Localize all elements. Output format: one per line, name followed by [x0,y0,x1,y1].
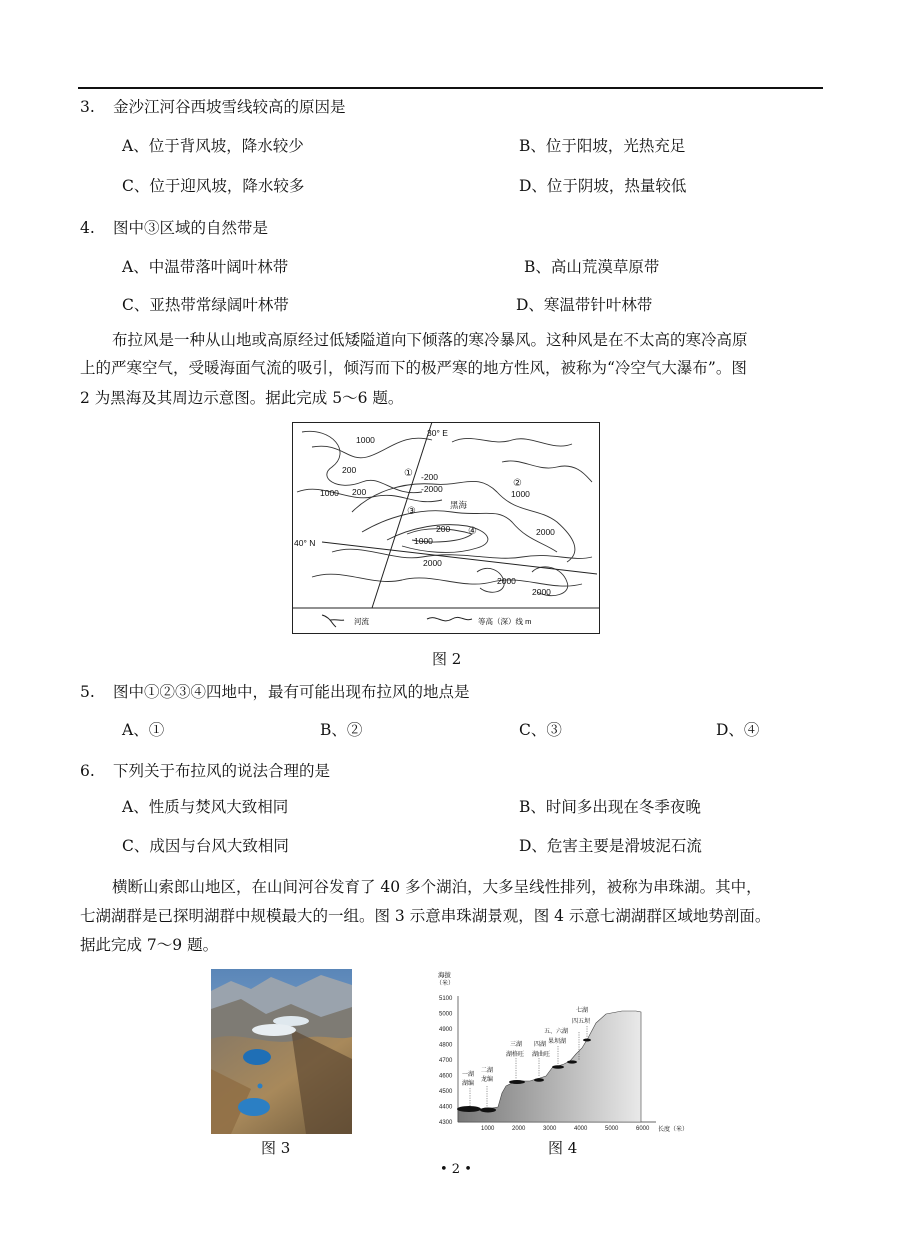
lake-label-top: 二湖 [481,1068,494,1074]
q3-option-b: B、位于阳坡，光热充足 [519,137,686,155]
q5-option-a: A、① [122,721,165,739]
black-sea-map [292,422,600,634]
q6-number: 6. [80,762,95,780]
lake-label-bottom: 湖编 [462,1081,475,1087]
header-rule [78,87,823,89]
lake-label-bottom: 湖格旺 [506,1052,525,1058]
map-label: -2000 [421,484,443,494]
y-tick-label: 4600 [439,1073,453,1080]
lake-landscape-photo [211,969,352,1134]
y-tick-label: 4500 [439,1089,453,1095]
y-axis-unit: （米） [436,981,455,987]
lake-label-top: 一湖 [462,1072,475,1078]
page-number: • 2 • [440,1162,472,1177]
legend-contour: 等高（深）线 m [478,617,532,626]
marker-1: ① [404,468,413,479]
y-tick-label: 4700 [439,1058,453,1064]
x-tick-label: 1000 [481,1126,495,1132]
map-label: 1000 [414,536,433,546]
q3-number: 3. [80,98,95,116]
q3-option-d: D、位于阴坡，热量较低 [519,177,687,195]
marker-3: ③ [407,506,416,517]
y-tick-label: 5000 [439,1011,453,1018]
q6-stem: 下列关于布拉风的说法合理的是 [113,762,331,780]
x-tick-label: 4000 [574,1126,588,1132]
y-tick-label: 4800 [439,1042,453,1049]
lake-label-bottom: 四五坝 [572,1019,591,1025]
terrain-profile-chart [436,968,691,1136]
figure4-caption: 图 4 [548,1139,578,1157]
y-tick-label: 4300 [439,1120,453,1126]
map-label: 1000 [511,489,530,499]
intro2-line3: 据此完成 7～9 题。 [80,936,219,954]
map-label: 黑海 [450,500,468,510]
map-label: 200 [352,487,367,497]
x-tick-label: 2000 [512,1126,526,1132]
y-tick-label: 4400 [439,1104,453,1111]
q5-option-b: B、② [320,721,363,739]
q4-option-c: C、亚热带常绿阔叶林带 [122,296,289,314]
map-label: 2000 [497,576,516,586]
q5-stem: 图中①②③④四地中，最有可能出现布拉风的地点是 [113,683,470,701]
y-tick-label: 5100 [439,996,453,1002]
q4-option-b: B、高山荒漠草原带 [524,258,660,276]
intro1-line1: 布拉风是一种从山地或高原经过低矮隘道向下倾落的寒冷暴风。这种风是在不太高的寒冷高原 [112,331,748,349]
latitude-label: 40° N [294,538,316,548]
map-label: -200 [421,472,439,482]
q6-option-d: D、危害主要是滑坡泥石流 [519,837,702,855]
marker-2: ② [513,478,522,489]
intro1-line3: 2 为黑海及其周边示意图。据此完成 5～6 题。 [80,389,404,407]
lake-label-bottom: 果坝湖 [548,1039,567,1045]
lake-label-top: 三湖 [510,1042,523,1048]
x-tick-label: 5000 [605,1126,619,1132]
q4-stem: 图中③区域的自然带是 [113,219,269,237]
lake-label-top: 七湖 [576,1008,589,1014]
intro1-line2: 上的严寒空气，受暖海面气流的吸引，倾泻而下的极严寒的地方性风，被称为“冷空气大瀑布”。图 [80,359,747,377]
lake-label-top: 五、六湖 [544,1029,569,1035]
q5-option-d: D、④ [716,721,760,739]
map-label: 200 [436,524,451,534]
y-tick-label: 4900 [439,1027,453,1033]
q3-stem: 金沙江河谷西坡雪线较高的原因是 [113,98,346,116]
q4-number: 4. [80,219,95,237]
map-label: 1000 [320,488,339,498]
y-axis-title: 海拔 [438,972,451,979]
q6-option-a: A、性质与焚风大致相同 [122,798,289,816]
longitude-label: 30° E [427,428,448,438]
marker-4: ④ [468,526,477,537]
map-label: 2000 [423,558,442,568]
q6-option-b: B、时间多出现在冬季夜晚 [519,798,701,816]
map-label: 2000 [532,587,551,597]
q3-option-a: A、位于背风坡，降水较少 [122,137,304,155]
q3-option-c: C、位于迎风坡，降水较多 [122,177,305,195]
x-tick-label: 6000 [636,1126,650,1132]
figure3-caption: 图 3 [261,1139,291,1157]
intro2-line2: 七湖湖群是已探明湖群中规模最大的一组。图 3 示意串珠湖景观，图 4 示意七湖湖群区域地势剖面。 [80,907,771,925]
lake-label-bottom: 龙编 [481,1077,494,1083]
map-label: 1000 [356,435,375,445]
map-label: 200 [342,465,357,475]
q4-option-d: D、寒温带针叶林带 [516,296,653,314]
lake-label-bottom: 湖曲旺 [532,1052,551,1058]
lake-label-top: 四湖 [534,1042,547,1048]
intro2-line1: 横断山索郎山地区，在山间河谷发育了 40 多个湖泊，大多呈线性排列，被称为串珠湖。其中， [112,878,762,896]
legend-river: 河流 [354,617,369,626]
x-tick-label: 3000 [543,1126,557,1132]
q4-option-a: A、中温带落叶阔叶林带 [122,258,289,276]
x-axis-title: 长度（米） [658,1127,689,1133]
q5-number: 5. [80,683,95,701]
figure2-caption: 图 2 [432,650,462,668]
q5-option-c: C、③ [519,721,562,739]
map-label: 2000 [536,527,555,537]
q6-option-c: C、成因与台风大致相同 [122,837,289,855]
